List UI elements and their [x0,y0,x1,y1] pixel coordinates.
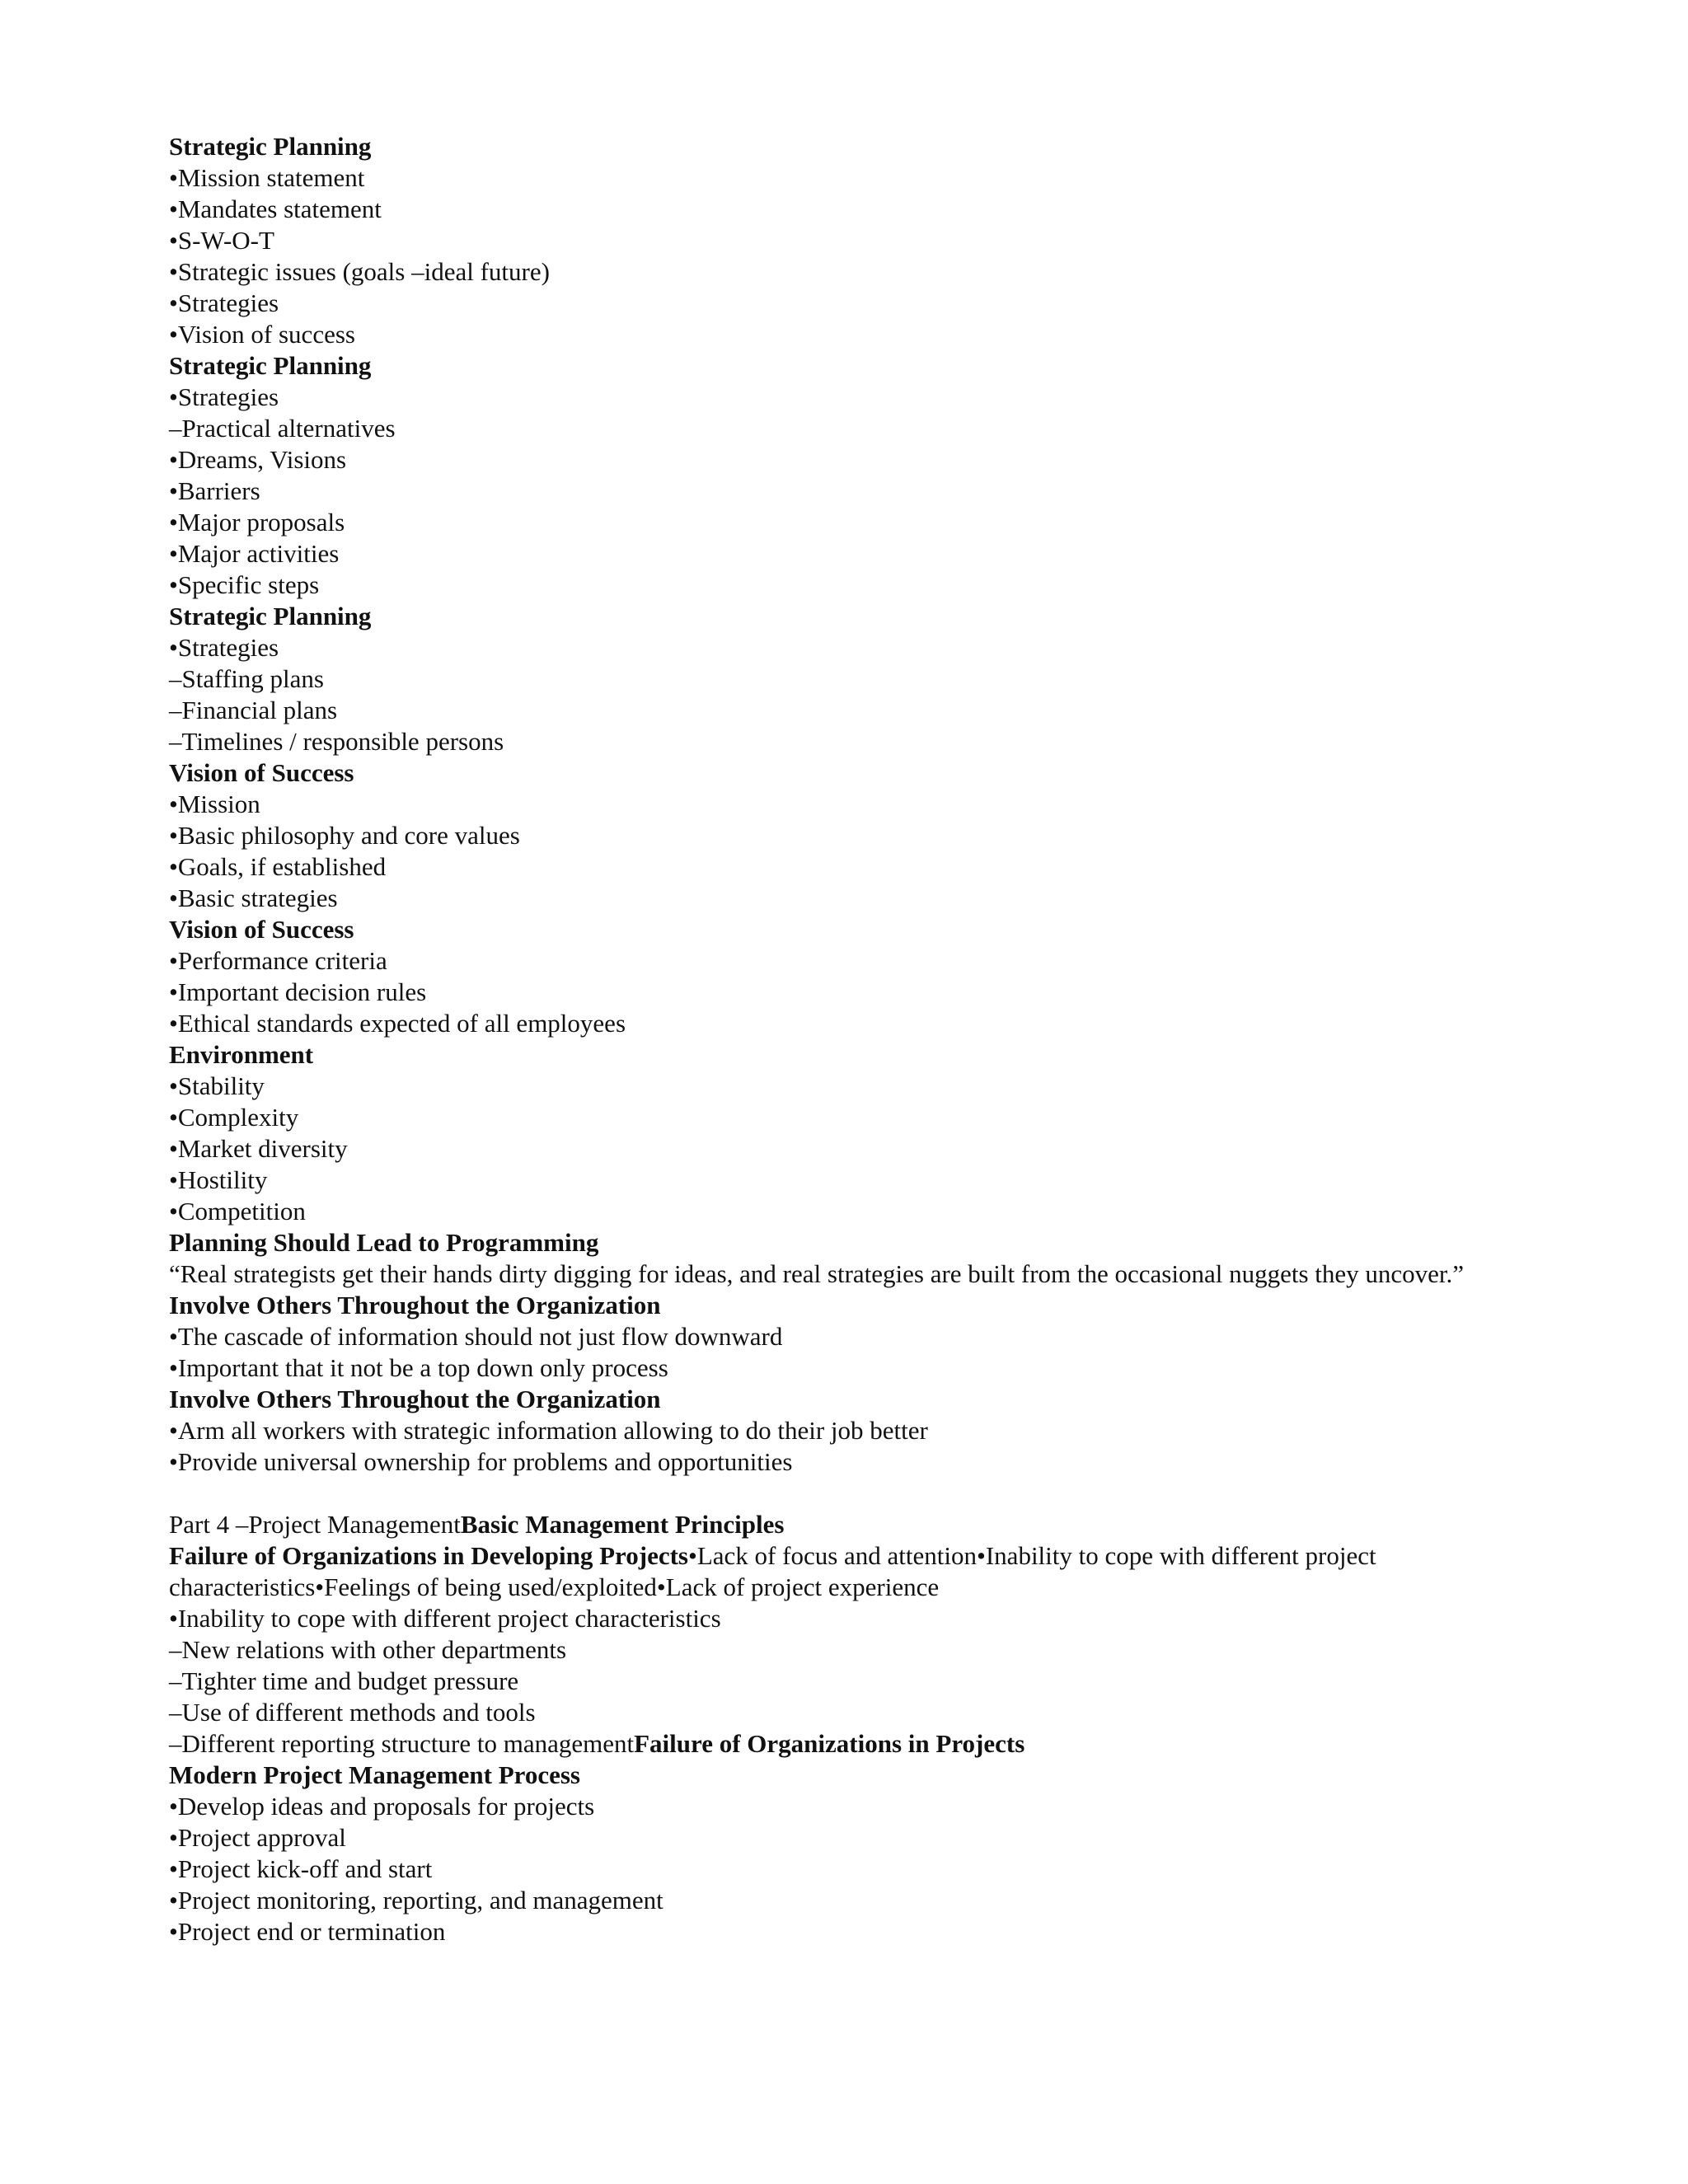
document-body [169,131,1562,1947]
list-item-with-heading [169,1728,1562,1760]
section-heading: Modern Project Management Process [169,1760,580,1789]
section-heading: Strategic Planning [169,132,372,161]
part-title-prefix: Part 4 –Project Management [169,1510,461,1539]
failure-paragraph [169,1540,1562,1603]
section-heading: Failure of Organizations in Developing Projects [169,1541,688,1570]
list-item: •Major activities [169,539,340,568]
part-title-line [169,1509,1562,1540]
section-heading: Strategic Planning [169,602,372,630]
list-item: •Basic philosophy and core values [169,821,520,850]
list-item: •Mission [169,790,260,818]
quote-text: “Real strategists get their hands dirty digging for ideas, and real strategies are built from the occasional nuggets they uncover.” [169,1259,1465,1288]
list-item: •Market diversity [169,1134,348,1163]
list-item: •Develop ideas and proposals for projects [169,1792,595,1821]
section-heading: Planning Should Lead to Programming [169,1228,599,1257]
list-item: •Arm all workers with strategic information allowing to do their job better [169,1416,928,1445]
list-item: •Strategic issues (goals –ideal future) [169,257,550,286]
list-item: •Vision of success [169,320,355,349]
list-item: •Project kick-off and start [169,1854,433,1883]
section-heading: Failure of Organizations in Projects [634,1729,1025,1758]
list-item: •The cascade of information should not just flow downward [169,1322,783,1351]
section-heading: Vision of Success [169,758,354,787]
list-item: •Mandates statement [169,194,382,223]
list-item: •Project approval [169,1823,346,1852]
list-item: •Strategies [169,633,279,662]
list-item: •Major proposals [169,508,345,537]
section-heading: Involve Others Throughout the Organization [169,1291,661,1319]
list-item: –Staffing plans [169,664,324,693]
list-item: •Project monitoring, reporting, and management [169,1886,663,1915]
section-heading: Environment [169,1040,314,1069]
list-item: •Important that it not be a top down only process [169,1353,668,1382]
list-item: •Basic strategies [169,883,338,912]
list-item: –Use of different methods and tools [169,1698,536,1727]
part-title-bold: Basic Management Principles [460,1510,785,1539]
failure-inline-text: •Lack of focus and attention•Inability to cope with different project characteristics•Feelings of being used/exploited•Lack of project experience [169,1541,1376,1601]
list-item: •Strategies [169,382,279,411]
section-heading: Strategic Planning [169,351,372,380]
list-item: •Stability [169,1071,265,1100]
list-item: •Provide universal ownership for problems and opportunities [169,1447,793,1476]
list-item: •Mission statement [169,163,365,192]
list-item-text: –Different reporting structure to management [169,1729,635,1758]
list-item: •Goals, if established [169,852,387,881]
list-item: –Timelines / responsible persons [169,727,504,756]
list-item: •Inability to cope with different project characteristics [169,1604,721,1633]
list-item: •Complexity [169,1103,299,1132]
list-item: •Ethical standards expected of all employees [169,1009,626,1038]
section-heading: Vision of Success [169,915,354,944]
list-item: •Performance criteria [169,946,387,975]
list-item: –Practical alternatives [169,414,396,443]
list-item: –Tighter time and budget pressure [169,1666,519,1695]
section-heading: Involve Others Throughout the Organization [169,1385,661,1413]
list-item: •Important decision rules [169,977,427,1006]
list-item: •Competition [169,1197,306,1226]
list-item: –Financial plans [169,696,338,724]
list-item: •Strategies [169,288,279,317]
paragraph-gap [169,1478,1562,1509]
list-item: •Hostility [169,1165,268,1194]
list-item: –New relations with other departments [169,1635,567,1664]
list-item: •Specific steps [169,570,320,599]
list-item: •Project end or termination [169,1917,446,1946]
list-item: •Dreams, Visions [169,445,347,474]
list-item: •Barriers [169,476,260,505]
list-item: •S-W-O-T [169,226,274,255]
